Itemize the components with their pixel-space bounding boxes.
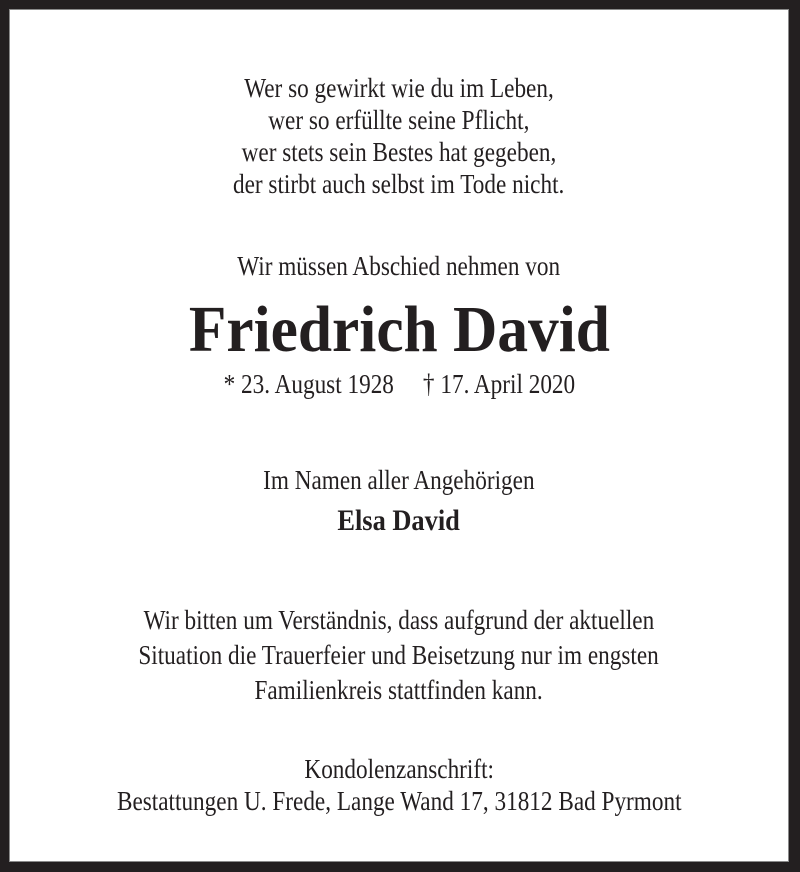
poem-line-3 [10,137,788,167]
deceased-name-text: Friedrich David [188,293,610,366]
condolence-label-text: Kondolenzanschrift: [304,754,494,784]
family-name [10,504,788,538]
poem-text: wer stets sein Bestes hat gegeben, [241,137,557,167]
family-intro-text: Im Namen aller Angehörigen [263,465,535,495]
notice-line-1 [10,605,788,635]
notice-line-2 [10,640,788,670]
poem-text: wer so erfüllte seine Pflicht, [268,105,530,135]
family-intro [10,465,788,495]
condolence-address-text: Bestattungen U. Frede, Lange Wand 17, 31812 Bad Pyrmont [116,786,682,816]
life-dates-text: * 23. August 1928 † 17. April 2020 [223,369,575,399]
condolence-label [10,754,788,784]
notice-text: Wir bitten um Verständnis, dass aufgrund der aktuellen [143,605,655,635]
farewell-intro [10,251,788,281]
notice-text: Situation die Trauerfeier und Beisetzung nur im engsten [138,640,660,670]
obituary-card [9,9,789,862]
poem-line-4 [10,169,788,199]
life-dates [10,369,788,399]
poem-line-2 [10,105,788,135]
notice-text: Familienkreis stattfinden kann. [254,675,544,705]
farewell-intro-text: Wir müssen Abschied nehmen von [237,251,561,281]
family-name-text: Elsa David [337,504,461,537]
poem-line-1 [10,73,788,103]
poem-text: der stirbt auch selbst im Tode nicht. [233,169,565,199]
deceased-name [10,295,788,365]
notice-line-3 [10,675,788,705]
poem-text: Wer so gewirkt wie du im Leben, [244,73,554,103]
condolence-address [10,786,788,816]
